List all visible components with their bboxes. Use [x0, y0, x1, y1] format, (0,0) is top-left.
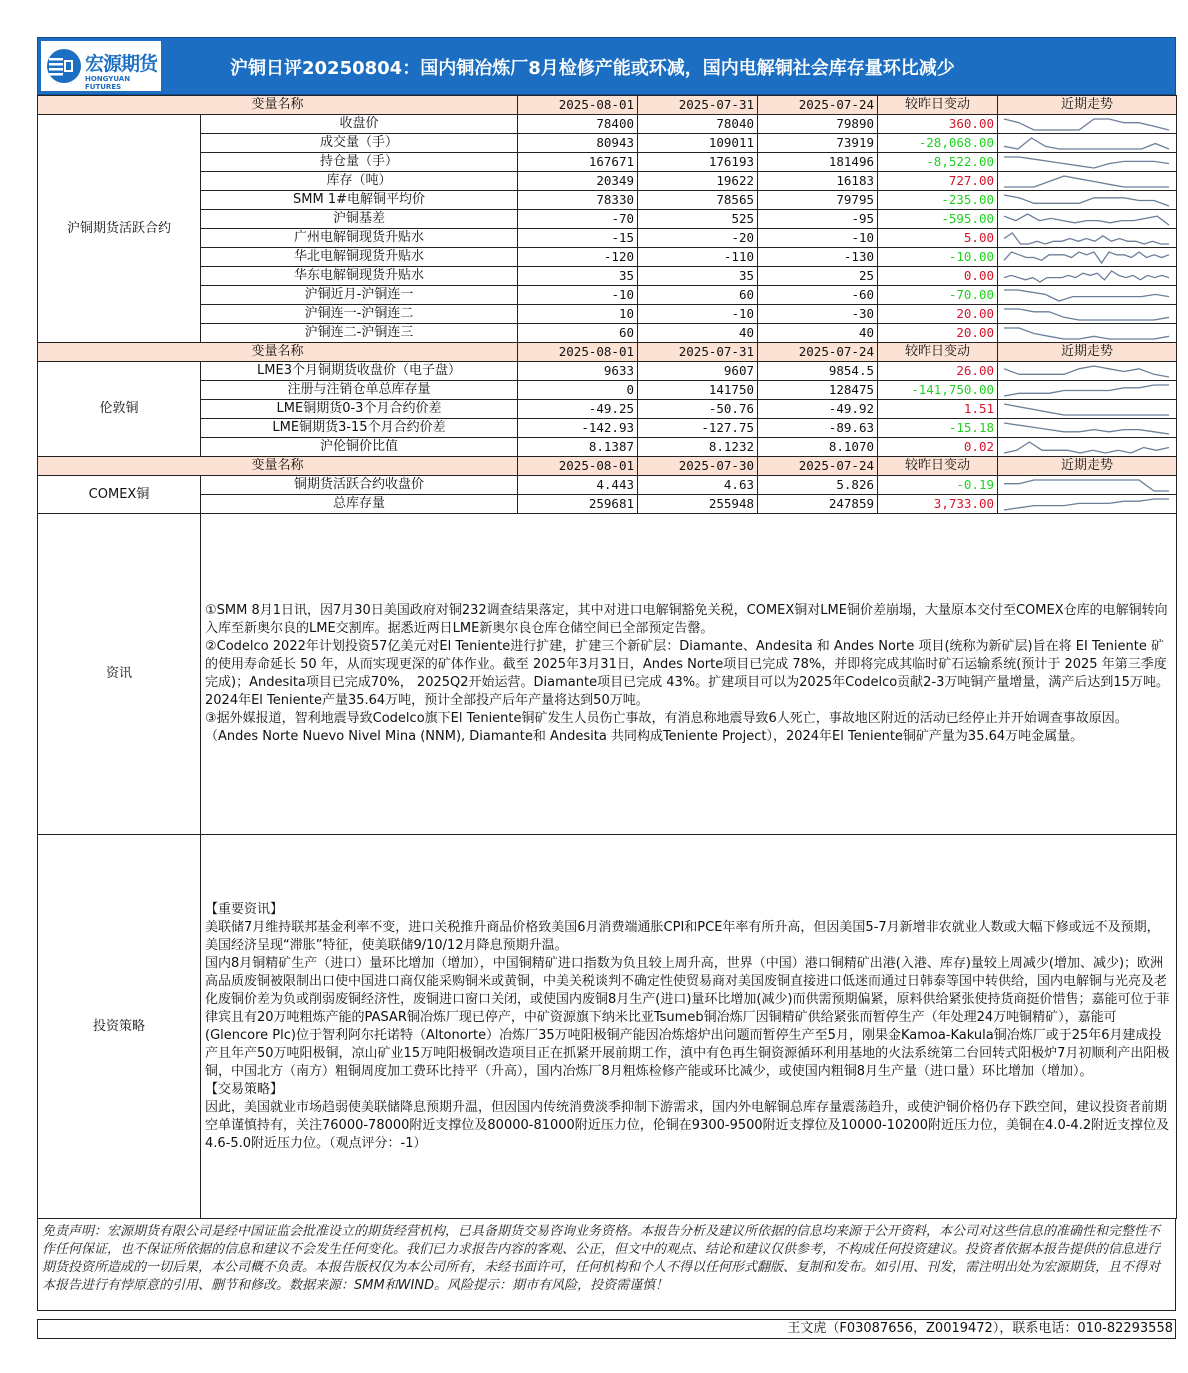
variable-name: 广州电解铜现货升贴水 [201, 229, 518, 248]
value-cell: 128475 [758, 381, 878, 400]
sparkline-line [1004, 214, 1169, 225]
value-cell: 8.1070 [758, 438, 878, 457]
header-date: 2025-08-01 [518, 96, 638, 115]
sparkline [998, 248, 1177, 266]
strategy-heading: 【重要资讯】 [205, 901, 284, 917]
value-cell: 8.1232 [638, 438, 758, 457]
table-row [38, 400, 1177, 419]
sparkline [998, 153, 1177, 171]
news-content [201, 514, 1177, 835]
trend-cell [998, 172, 1177, 191]
variable-name: 持仓量（手） [201, 153, 518, 172]
change-cell: 20.00 [878, 324, 998, 343]
sparkline [998, 495, 1177, 513]
header-trend: 近期走势 [998, 343, 1177, 362]
value-cell: -10 [638, 305, 758, 324]
header-variable-name: 变量名称 [38, 96, 518, 115]
value-cell: 167671 [518, 153, 638, 172]
value-cell: 78565 [638, 191, 758, 210]
change-cell: -28,068.00 [878, 134, 998, 153]
strategy-heading: 【交易策略】 [205, 1081, 284, 1097]
change-cell: -70.00 [878, 286, 998, 305]
disclaimer: 免责声明：宏源期货有限公司是经中国证监会批准设立的期货经营机构，已具备期货交易咨询业务资格。本报告分析及建议所依据的信息均来源于公开资料，本公司对这些信息的准确性和完整性不作任何保证，也不保证所依据的信息和建议不会发生任何变化。我们已力求报告内容的客观、公正，但文中的观点、结论和建议仅供参考，不构成任何投资建议。投资者依据本报告提供的信息进行期货投资所造成的一切后果，本公司概不负责。本报告版权仅为本公司所有，未经书面许可，任何机构和个人不得以任何形式翻版、复制和发布。如引用、刊发，需注明出处为宏源期货，且不得对本报告进行有悖原意的引用、删节和修改。数据来源：SMM和WIND。风险提示：期市有风险，投资需谨慎！ [37, 1219, 1176, 1311]
trend-cell [998, 305, 1177, 324]
change-cell: 3,733.00 [878, 495, 998, 514]
sparkline-line [1004, 290, 1169, 301]
header-trend: 近期走势 [998, 457, 1177, 476]
value-cell: -20 [638, 229, 758, 248]
variable-name: LME铜期货3-15个月合约价差 [201, 419, 518, 438]
trend-cell [998, 115, 1177, 134]
section-header-row [38, 343, 1177, 362]
value-cell: -15 [518, 229, 638, 248]
header-date: 2025-08-01 [518, 343, 638, 362]
value-cell: 19622 [638, 172, 758, 191]
variable-name: LME3个月铜期货收盘价（电子盘） [201, 362, 518, 381]
variable-name: 沪铜连二-沪铜连三 [201, 324, 518, 343]
value-cell: -70 [518, 210, 638, 229]
variable-name: 总库存量 [201, 495, 518, 514]
change-cell: -8,522.00 [878, 153, 998, 172]
value-cell: -49.92 [758, 400, 878, 419]
variable-name: 沪铜基差 [201, 210, 518, 229]
value-cell: 60 [518, 324, 638, 343]
value-cell: 20349 [518, 172, 638, 191]
table-row [38, 248, 1177, 267]
trend-cell [998, 286, 1177, 305]
value-cell: -50.76 [638, 400, 758, 419]
trend-cell [998, 362, 1177, 381]
variable-name: 注册与注销仓单总库存量 [201, 381, 518, 400]
table-row [38, 286, 1177, 305]
sparkline-line [1004, 499, 1169, 510]
value-cell: 9633 [518, 362, 638, 381]
sparkline-line [1004, 366, 1169, 377]
news-paragraph: ①SMM 8月1日讯，因7月30日美国政府对铜232调查结果落定，其中对进口电解铜豁免关税，COMEX铜对LME铜价差崩塌，大量原本交付至COMEX仓库的电解铜转向入库至新奥尔良的LME交割库。据悉近两日LME新奥尔良仓库仓储空间已全部预定告罄。 [205, 603, 1168, 636]
table-row [38, 495, 1177, 514]
group-label: COMEX铜 [38, 476, 201, 514]
sparkline [998, 210, 1177, 228]
section-header-row [38, 96, 1177, 115]
strategy-paragraph: 国内8月铜精矿生产（进口）量环比增加（增加），中国铜精矿进口指数为负且较上周升高，世界（中国）港口铜精矿出港(入港、库存)量较上周减少(增加、减少)；欧洲高品质废铜被限制出口使中国进口商仅能采购铜米或黄铜，中美关税谈判不确定性使贸易商对美国废铜直接进口低迷而通过日韩泰等国中转供给，国内电解铜与光亮及老化废铜价差为负或削弱废铜经济性，废铜进口窗口关闭，或使国内废铜8月生产(进口)量环比增加(减少)而供需预期偏紧，原料供给紧张使持货商挺价惜售；嘉能可位于菲律宾且有20万吨粗炼产能的PASAR铜冶炼厂现已停产，中矿资源旗下纳米比亚Tsumeb铜冶炼厂因铜精矿供给紧张而暂停生产（年处理24万吨铜精矿），嘉能可(Glencore Plc)位于智利阿尔托诺特（Altonorte）冶炼厂35万吨阳极铜产能因冶炼熔炉出问题而暂停生产至5月，刚果金Kamoa-Kakula铜冶炼厂或于25年6月建成投产且年产50万吨阳极铜，凉山矿业15万吨阳极铜改造项目正在抓紧开展前期工作，滇中有色再生铜资源循环利用基地的火法系统第二台回转式阳极炉7月初顺利产出阳极铜，中国北方（南方）粗铜周度加工费环比持平（升高），国内冶炼厂8月粗炼检修产能或环比减少，或使国内粗铜8月生产量（进口量）环比增加（增加）。 [205, 955, 1170, 1079]
header-date: 2025-07-31 [638, 343, 758, 362]
sparkline-line [1004, 309, 1169, 320]
header-change: 较昨日变动 [878, 343, 998, 362]
change-cell: -595.00 [878, 210, 998, 229]
trend-cell [998, 153, 1177, 172]
value-cell: 40 [638, 324, 758, 343]
variable-name: 铜期货活跃合约收盘价 [201, 476, 518, 495]
header-date: 2025-07-24 [758, 96, 878, 115]
value-cell: 9854.5 [758, 362, 878, 381]
table-row [38, 438, 1177, 457]
value-cell: -49.25 [518, 400, 638, 419]
news-paragraph: ③据外媒报道，智利地震导致Codelco旗下El Teniente铜矿发生人员伤亡事故，有消息称地震导致6人死亡，事故地区附近的活动已经停止并开始调查事故原因。（Andes Norte Nuevo Nivel Mina (NNM), Diamante和 Andesita 共同构成Teniente Project），2024年El Teniente铜矿产量为35.64万吨金属量。 [205, 711, 1128, 744]
sparkline [998, 229, 1177, 247]
sparkline [998, 400, 1177, 418]
sparkline-line [1004, 233, 1169, 244]
value-cell: 247859 [758, 495, 878, 514]
value-cell: 4.63 [638, 476, 758, 495]
sparkline-line [1004, 157, 1169, 168]
value-cell: 60 [638, 286, 758, 305]
header-trend: 近期走势 [998, 96, 1177, 115]
news-row [38, 514, 1177, 835]
sparkline [998, 324, 1177, 342]
news-paragraph: ②Codelco 2022年计划投资57亿美元对El Teniente进行扩建，扩建三个新矿层：Diamante、Andesita 和 Andes Norte 项目(统称为新矿层)旨在将 EI Teniente 矿的使用寿命延长 50 年，从而实现更深的矿体作业。截至 2025年3月31日，Andes Norte项目已完成 78%，并即将完成其临时矿石运输系统(预计于 2025 年第三季度完成)；Andesita项目已完成70%， 2025Q2开始运营。Diamante项目已完成 43%。扩建项目可以为2025年Codelco贡献2-3万吨铜产量增量，满产后达到15万吨。2024年El Teniente产量35.64万吨，预计全部投产后年产量将达到50万吨。 [205, 639, 1169, 708]
value-cell: 9607 [638, 362, 758, 381]
news-label: 资讯 [38, 514, 201, 835]
value-cell: -60 [758, 286, 878, 305]
report-title: 沪铜日评20250804：国内铜冶炼厂8月检修产能或环减，国内电解铜社会库存量环比减少 [230, 58, 955, 79]
value-cell: 10 [518, 305, 638, 324]
header-change: 较昨日变动 [878, 457, 998, 476]
value-cell: -120 [518, 248, 638, 267]
table-row [38, 362, 1177, 381]
sparkline-line [1004, 480, 1169, 491]
value-cell: -10 [518, 286, 638, 305]
section-header-row [38, 457, 1177, 476]
trend-cell [998, 419, 1177, 438]
strategy-label: 投资策略 [38, 835, 201, 1219]
variable-name: 沪铜连一-沪铜连二 [201, 305, 518, 324]
table-row [38, 305, 1177, 324]
value-cell: 525 [638, 210, 758, 229]
value-cell: 8.1387 [518, 438, 638, 457]
variable-name: 库存（吨） [201, 172, 518, 191]
sparkline [998, 286, 1177, 304]
value-cell: 16183 [758, 172, 878, 191]
sparkline [998, 267, 1177, 285]
change-cell: -0.19 [878, 476, 998, 495]
change-cell: 1.51 [878, 400, 998, 419]
value-cell: -142.93 [518, 419, 638, 438]
value-cell: 35 [638, 267, 758, 286]
header-date: 2025-07-30 [638, 457, 758, 476]
change-cell: 360.00 [878, 115, 998, 134]
value-cell: -130 [758, 248, 878, 267]
strategy-paragraph: 因此，美国就业市场趋弱使美联储降息预期升温，但因国内传统消费淡季抑制下游需求，国内外电解铜总库存量震荡趋升，或使沪铜价格仍存下跌空间，建议投资者前期空单谨慎持有，关注76000-78000附近支撑位及80000-81000附近压力位，伦铜在9300-9500附近支撑位及10000-10200附近压力位，美铜在4.0-4.2附近支撑位及4.6-5.0附近压力位。（观点评分：-1） [205, 1099, 1170, 1151]
strategy-content [201, 835, 1177, 1219]
trend-cell [998, 191, 1177, 210]
change-cell: -10.00 [878, 248, 998, 267]
change-cell: -141,750.00 [878, 381, 998, 400]
sparkline [998, 362, 1177, 380]
sparkline-line [1004, 119, 1169, 130]
value-cell: 79890 [758, 115, 878, 134]
trend-cell [998, 229, 1177, 248]
trend-cell [998, 400, 1177, 419]
header-date: 2025-07-31 [638, 96, 758, 115]
value-cell: -30 [758, 305, 878, 324]
header-date: 2025-07-24 [758, 343, 878, 362]
value-cell: 78400 [518, 115, 638, 134]
change-cell: 26.00 [878, 362, 998, 381]
value-cell: 5.826 [758, 476, 878, 495]
value-cell: 109011 [638, 134, 758, 153]
value-cell: 40 [758, 324, 878, 343]
group-label: 沪铜期货活跃合约 [38, 115, 201, 343]
header-change: 较昨日变动 [878, 96, 998, 115]
value-cell: 181496 [758, 153, 878, 172]
variable-name: 收盘价 [201, 115, 518, 134]
table-row [38, 191, 1177, 210]
variable-name: 沪铜近月-沪铜连一 [201, 286, 518, 305]
table-row [38, 324, 1177, 343]
sparkline-line [1004, 271, 1169, 282]
value-cell: -10 [758, 229, 878, 248]
header-variable-name: 变量名称 [38, 457, 518, 476]
logo-text: 宏源期货 [85, 53, 158, 75]
table-row [38, 476, 1177, 495]
sparkline-line [1004, 195, 1169, 206]
value-cell: 176193 [638, 153, 758, 172]
table-row [38, 115, 1177, 134]
value-cell: 80943 [518, 134, 638, 153]
trend-cell [998, 210, 1177, 229]
value-cell: -95 [758, 210, 878, 229]
trend-cell [998, 381, 1177, 400]
table-row [38, 267, 1177, 286]
table-row [38, 419, 1177, 438]
strategy-paragraph: 美联储7月维持联邦基金利率不变，进口关税推升商品价格致美国6月消费端通胀CPI和PCE年率有所升高，但因美国5-7月新增非农就业人数或大幅下修或远不及预期，美国经济呈现“滞胀”特征，使美联储9/10/12月降息预期升温。 [205, 919, 1160, 953]
title-bar [37, 37, 1176, 95]
change-cell: 20.00 [878, 305, 998, 324]
table-row [38, 134, 1177, 153]
logo-subtext: HONGYUAN FUTURES [85, 75, 131, 91]
sparkline [998, 134, 1177, 152]
header-date: 2025-08-01 [518, 457, 638, 476]
variable-name: 成交量（手） [201, 134, 518, 153]
value-cell: 255948 [638, 495, 758, 514]
sparkline [998, 172, 1177, 190]
trend-cell [998, 324, 1177, 343]
value-cell: 141750 [638, 381, 758, 400]
value-cell: 78330 [518, 191, 638, 210]
change-cell: -15.18 [878, 419, 998, 438]
sparkline [998, 438, 1177, 456]
sparkline-line [1004, 423, 1169, 434]
sparkline [998, 115, 1177, 133]
value-cell: 0 [518, 381, 638, 400]
trend-cell [998, 248, 1177, 267]
variable-name: LME铜期货0-3个月合约价差 [201, 400, 518, 419]
value-cell: 4.443 [518, 476, 638, 495]
sparkline [998, 191, 1177, 209]
header-date: 2025-07-24 [758, 457, 878, 476]
sparkline-line [1004, 138, 1169, 149]
sparkline-line [1004, 176, 1169, 187]
header-variable-name: 变量名称 [38, 343, 518, 362]
trend-cell [998, 476, 1177, 495]
change-cell: 0.02 [878, 438, 998, 457]
table-row [38, 172, 1177, 191]
variable-name: SMM 1#电解铜平均价 [201, 191, 518, 210]
variable-name: 华北电解铜现货升贴水 [201, 248, 518, 267]
change-cell: -235.00 [878, 191, 998, 210]
logo-icon [47, 47, 81, 85]
value-cell: 35 [518, 267, 638, 286]
change-cell: 5.00 [878, 229, 998, 248]
trend-cell [998, 267, 1177, 286]
value-cell: 78040 [638, 115, 758, 134]
change-cell: 0.00 [878, 267, 998, 286]
value-cell: 25 [758, 267, 878, 286]
group-label: 伦敦铜 [38, 362, 201, 457]
table-row [38, 153, 1177, 172]
data-table [37, 95, 1177, 1219]
value-cell: 259681 [518, 495, 638, 514]
table-row [38, 210, 1177, 229]
sparkline-line [1004, 328, 1169, 339]
variable-name: 华东电解铜现货升贴水 [201, 267, 518, 286]
company-logo [41, 41, 161, 91]
table-row [38, 381, 1177, 400]
report-page [37, 37, 1176, 1339]
change-cell: 727.00 [878, 172, 998, 191]
author-contact: 王文虎（F03087656，Z0019472），联系电话：010-82293558 [37, 1319, 1176, 1339]
sparkline-line [1004, 442, 1169, 453]
value-cell: 73919 [758, 134, 878, 153]
sparkline [998, 476, 1177, 494]
strategy-row [38, 835, 1177, 1219]
trend-cell [998, 134, 1177, 153]
value-cell: -89.63 [758, 419, 878, 438]
sparkline-line [1004, 404, 1169, 415]
table-row [38, 229, 1177, 248]
trend-cell [998, 438, 1177, 457]
value-cell: 79795 [758, 191, 878, 210]
sparkline-line [1004, 252, 1169, 263]
trend-cell [998, 495, 1177, 514]
sparkline [998, 381, 1177, 399]
sparkline [998, 305, 1177, 323]
sparkline [998, 419, 1177, 437]
sparkline-line [1004, 385, 1169, 396]
value-cell: -127.75 [638, 419, 758, 438]
variable-name: 沪伦铜价比值 [201, 438, 518, 457]
value-cell: -110 [638, 248, 758, 267]
